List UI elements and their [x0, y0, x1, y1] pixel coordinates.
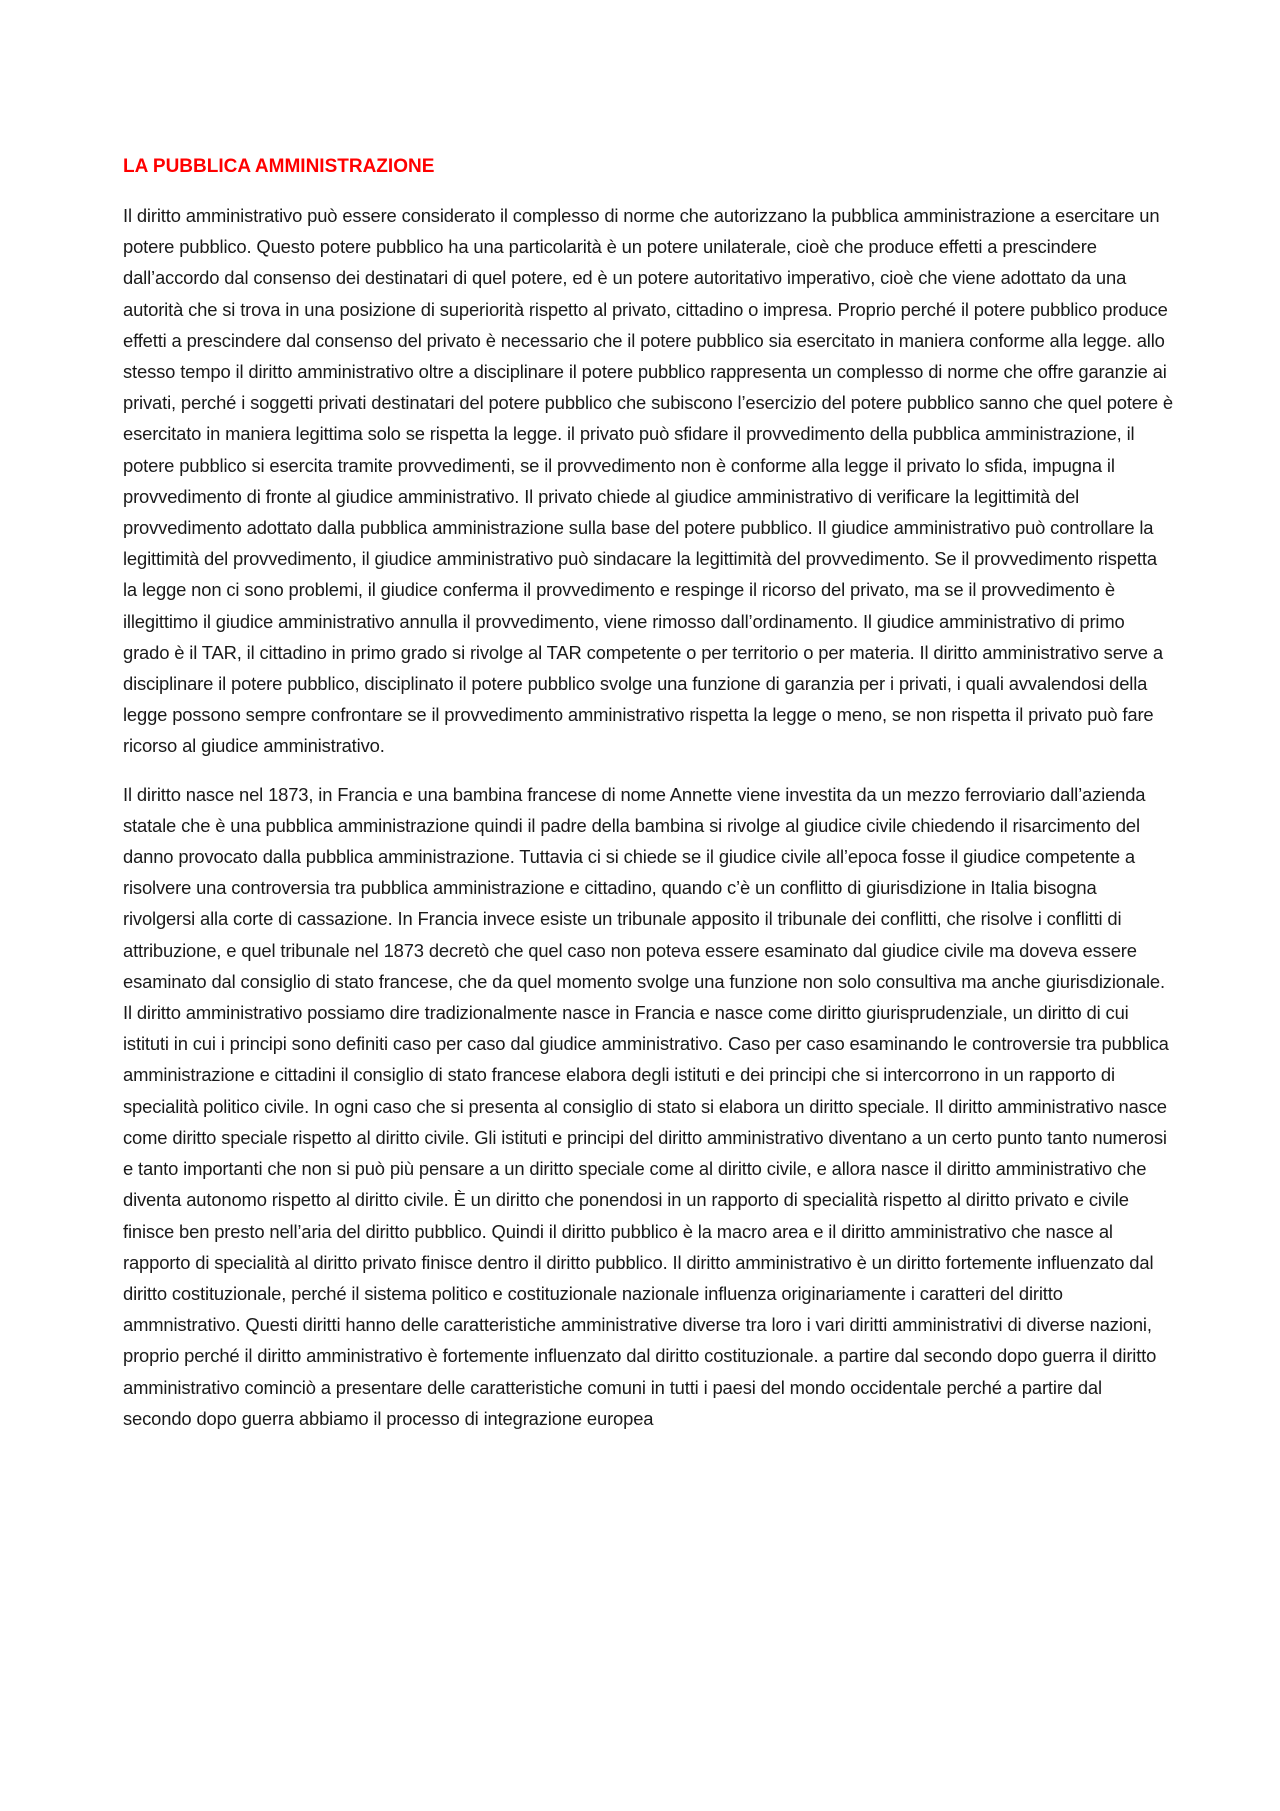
document-page [123, 154, 1173, 1451]
paragraph-2: Il diritto nasce nel 1873, in Francia e una bambina francese di nome Annette viene investita da un mezzo ferroviario dall’azienda statale che è una pubblica amministrazione quindi il padre della bambina si rivolge al giudice civile chiedendo il risarcimento del danno provocato dalla pubblica amministrazione. Tuttavia ci si chiede se il giudice civile all’epoca fosse il giudice competente a risolvere una controversia tra pubblica amministrazione e cittadino, quando c’è un conflitto di giurisdizione in Italia bisogna rivolgersi alla corte di cassazione. In Francia invece esiste un tribunale apposito il tribunale dei conflitti, che risolve i conflitti di attribuzione, e quel tribunale nel 1873 decretò che quel caso non poteva essere esaminato dal giudice civile ma doveva essere esaminato dal consiglio di stato francese, che da quel momento svolge una funzione non solo consultiva ma anche giurisdizionale. Il diritto amministrativo possiamo dire tradizionalmente nasce in Francia e nasce come diritto giurisprudenziale, un diritto di cui istituti in cui i principi sono definiti caso per caso dal giudice amministrativo. Caso per caso esaminando le controversie tra pubblica amministrazione e cittadini il consiglio di stato francese elabora degli istituti e dei principi che si intercorrono in un rapporto di specialità politico civile. In ogni caso che si presenta al consiglio di stato si elabora un diritto speciale. Il diritto amministrativo nasce come diritto speciale rispetto al diritto civile. Gli istituti e principi del diritto amministrativo diventano a un certo punto tanto numerosi e tanto importanti che non si può più pensare a un diritto speciale come al diritto civile, e allora nasce il diritto amministrativo che diventa autonomo rispetto al diritto civile. È un diritto che ponendosi in un rapporto di specialità rispetto al diritto privato e civile finisce ben presto nell’aria del diritto pubblico. Quindi il diritto pubblico è la macro area e il diritto amministrativo che nasce al rapporto di specialità al diritto privato finisce dentro il diritto pubblico. Il diritto amministrativo è un diritto fortemente influenzato dal diritto costituzionale, perché il sistema politico e costituzionale nazionale influenza originariamente i caratteri del diritto ammnistrativo. Questi diritti hanno delle caratteristiche amministrative diverse tra loro i vari diritti amministrativi di diverse nazioni, proprio perché il diritto amministrativo è fortemente influenzato dal diritto costituzionale. a partire dal secondo dopo guerra il diritto amministrativo cominciò a presentare delle caratteristiche comuni in tutti i paesi del mondo occidentale perché a partire dal secondo dopo guerra abbiamo il processo di integrazione europea [123, 783, 1169, 1429]
paragraph-1: Il diritto amministrativo può essere considerato il complesso di norme che autorizzano la pubblica amministrazione a esercitare un potere pubblico. Questo potere pubblico ha una particolarità è un potere unilaterale, cioè che produce effetti a prescindere dall’accordo dal consenso dei destinatari di quel potere, ed è un potere autoritativo imperativo, cioè che viene adottato da una autorità che si trova in una posizione di superiorità rispetto al privato, cittadino o impresa. Proprio perché il potere pubblico produce effetti a prescindere dal consenso del privato è necessario che il potere pubblico sia esercitato in maniera conforme alla legge. allo stesso tempo il diritto amministrativo oltre a disciplinare il potere pubblico rappresenta un complesso di norme che offre garanzie ai privati, perché i soggetti privati destinatari del potere pubblico che subiscono l’esercizio del potere pubblico sanno che quel potere è esercitato in maniera legittima solo se rispetta la legge. il privato può sfidare il provvedimento della pubblica amministrazione, il potere pubblico si esercita tramite provvedimenti, se il provvedimento non è conforme alla legge il privato lo sfida, impugna il provvedimento di fronte al giudice amministrativo. Il privato chiede al giudice amministrativo di verificare la legittimità del provvedimento adottato dalla pubblica amministrazione sulla base del potere pubblico. Il giudice amministrativo può controllare la legittimità del provvedimento, il giudice amministrativo può sindacare la legittimità del provvedimento. Se il provvedimento rispetta la legge non ci sono problemi, il giudice conferma il provvedimento e respinge il ricorso del privato, ma se il provvedimento è illegittimo il giudice amministrativo annulla il provvedimento, viene rimosso dall’ordinamento. Il giudice amministrativo di primo grado è il TAR, il cittadino in primo grado si rivolge al TAR competente o per territorio o per materia. Il diritto amministrativo serve a disciplinare il potere pubblico, disciplinato il potere pubblico svolge una funzione di garanzia per i privati, i quali avvalendosi della legge possono sempre confrontare se il provvedimento amministrativo rispetta la legge o meno, se non rispetta il privato può fare ricorso al giudice amministrativo. [123, 205, 1173, 757]
document-heading: LA PUBBLICA AMMINISTRAZIONE [123, 156, 435, 177]
